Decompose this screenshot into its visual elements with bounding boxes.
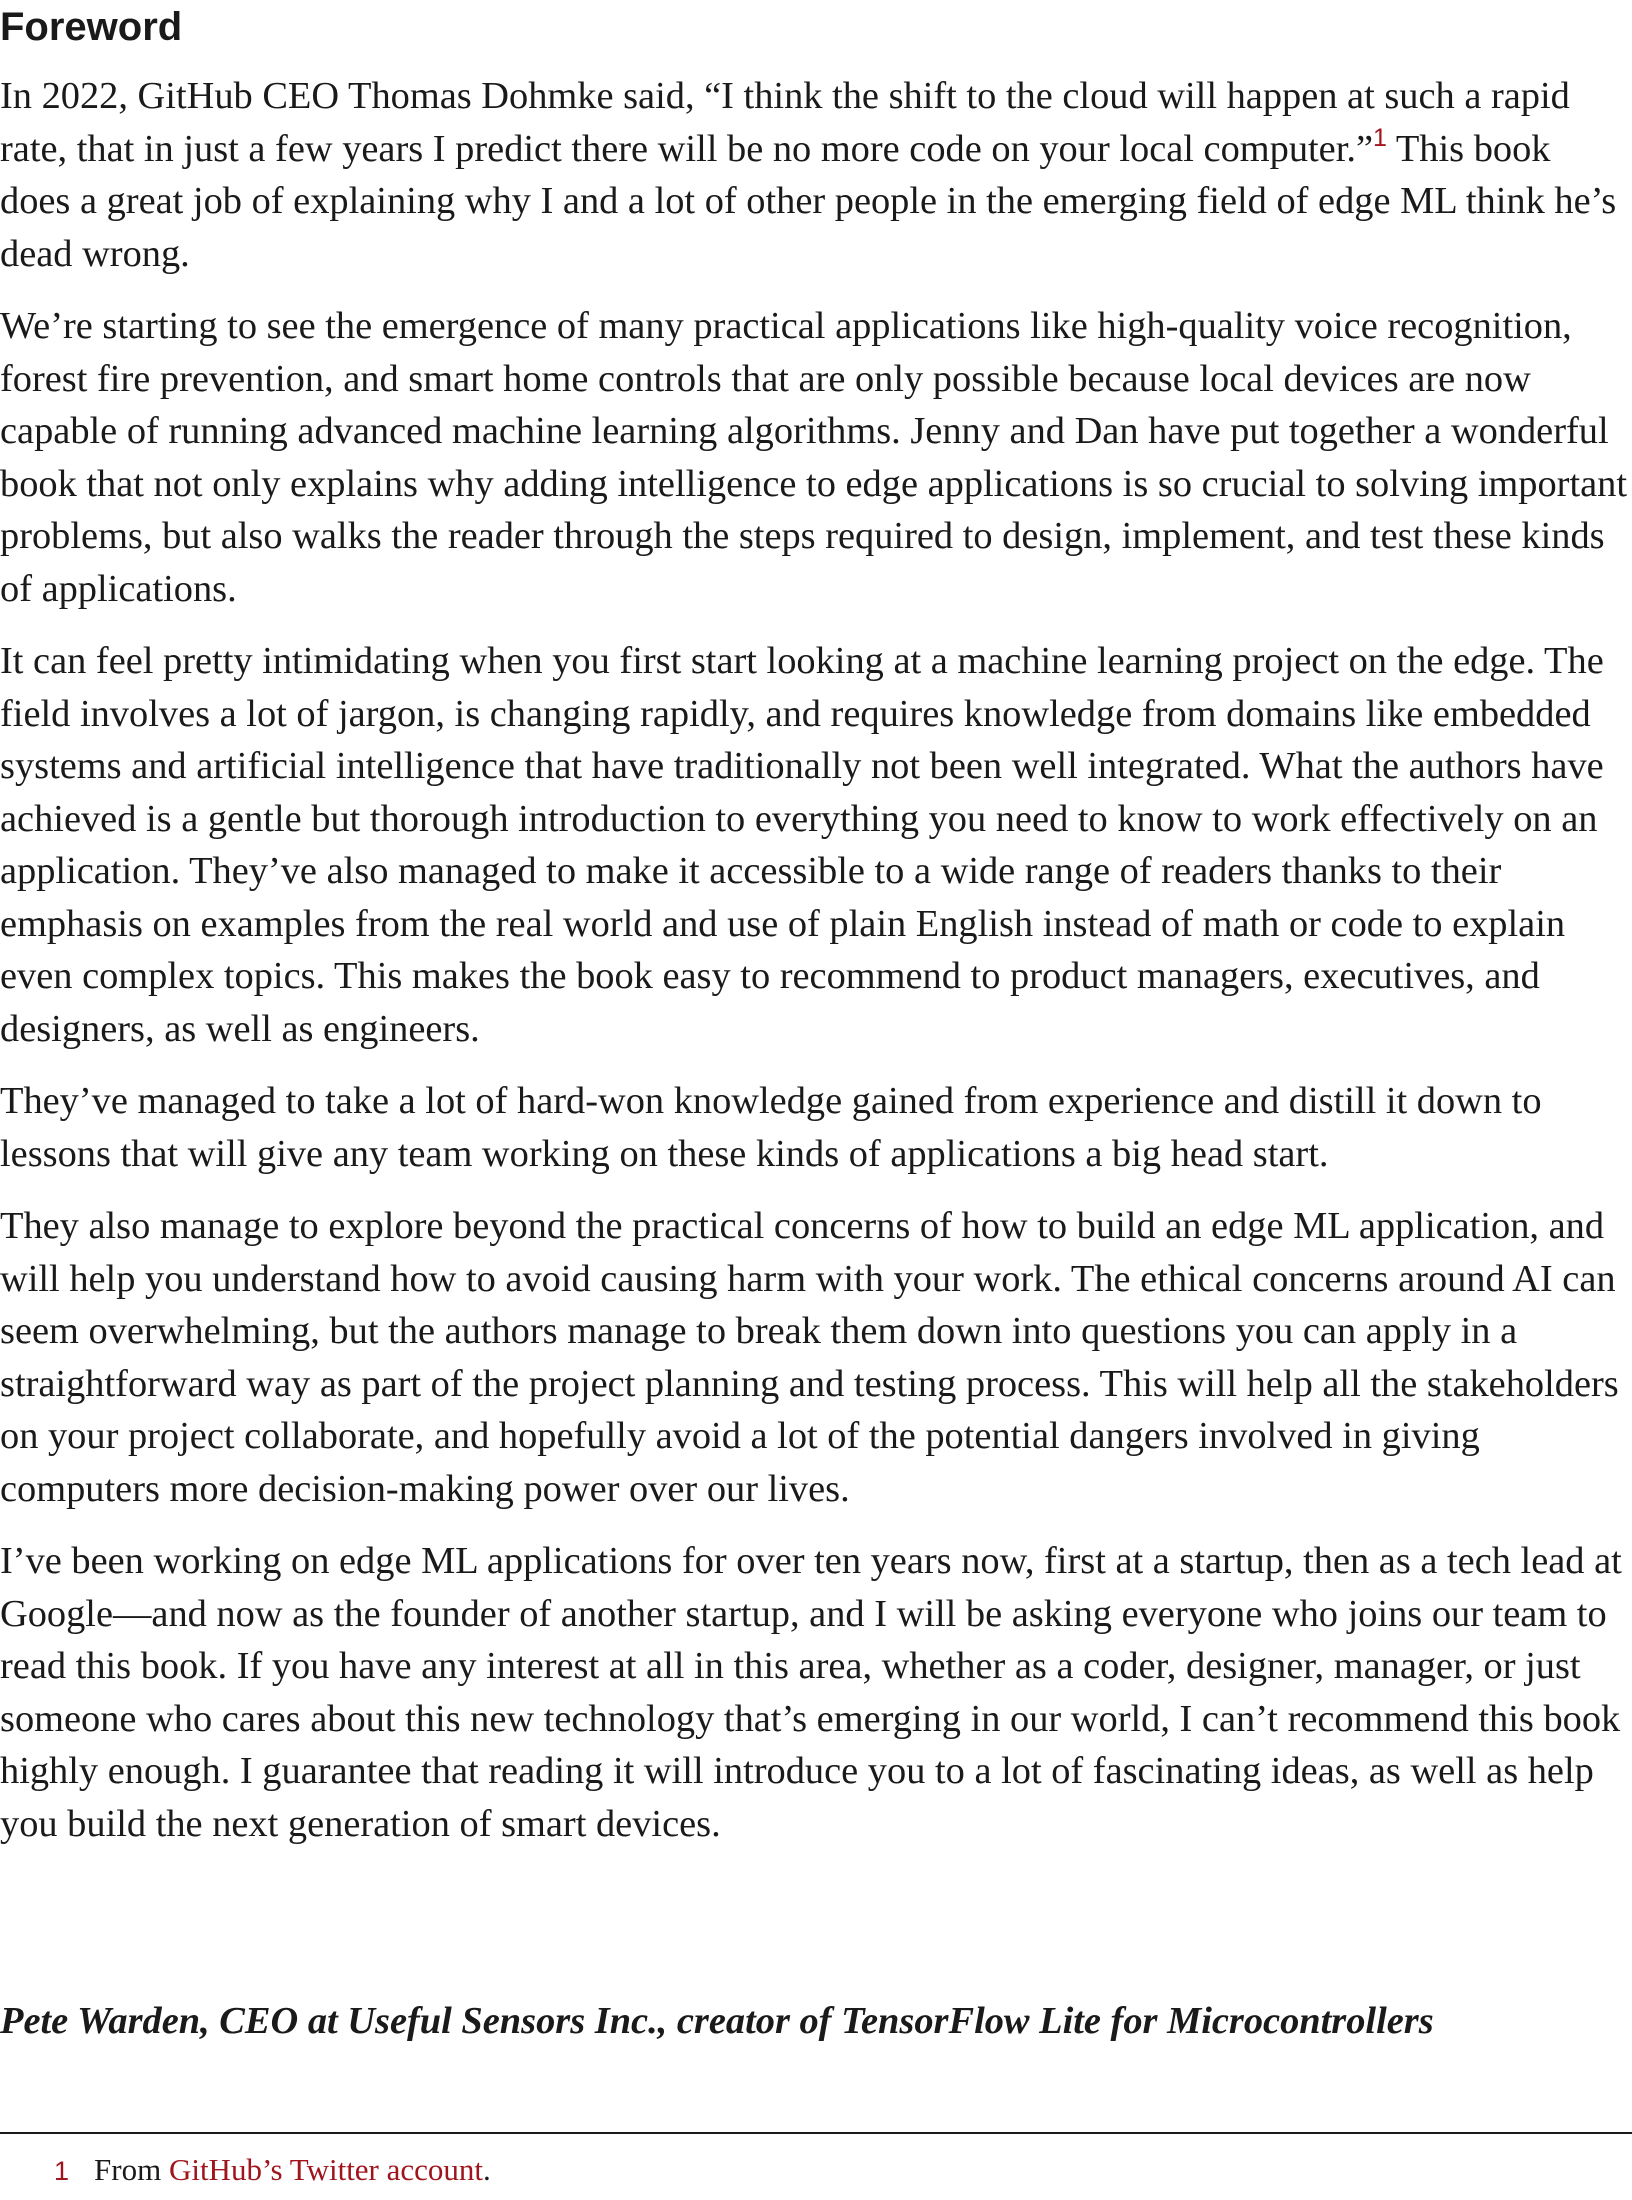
paragraph-1-text-continued: This book does a great job of explaining why I and a lot of other people in the emerging field of edge ML think he’s dead wrong. [0, 127, 1617, 275]
paragraph-1 [0, 70, 1628, 280]
page-title: Foreword [0, 5, 183, 49]
paragraph-5: They also manage to explore beyond the practical concerns of how to build an edge ML application, and will help you understand how to avoid causing harm with your work. The ethical concerns around AI can seem overwhelming, but the authors manage to break them down into questions you can apply in a straightforward way as part of the project planning and testing process. This will help all the stakeholders on your project collaborate, and hopefully avoid a lot of the potential dangers involved in giving computers more decision-making power over our lives. [0, 1205, 1619, 1510]
paragraph-3: It can feel pretty intimidating when you first start looking at a machine learning project on the edge. The field involves a lot of jargon, is changing rapidly, and requires knowledge from domains like embedded systems and artificial intelligence that have traditionally not been well integrated. What the authors have achieved is a gentle but thorough introduction to everything you need to know to work effectively on an application. They’ve also managed to make it accessible to a wide range of readers thanks to their emphasis on examples from the real world and use of plain English instead of math or code to explain even complex topics. This makes the book easy to recommend to product managers, executives, and designers, as well as engineers. [0, 640, 1604, 1050]
footnote [54, 2150, 491, 2191]
footnote-reference-link[interactable]: 1 [1373, 123, 1387, 152]
footnote-prefix: From [94, 2152, 169, 2187]
foreword-signature: Pete Warden, CEO at Useful Sensors Inc., creator of TensorFlow Lite for Microcontrollers [0, 2000, 1434, 2042]
footnote-divider [0, 2132, 1632, 2134]
paragraph-2: We’re starting to see the emergence of many practical applications like high-quality voice recognition, forest fire prevention, and smart home controls that are only possible because local devices are now capable of running advanced machine learning algorithms. Jenny and Dan have put together a wonderful book that not only explains why adding intelligence to edge applications is so crucial to solving important problems, but also walks the reader through the steps required to design, implement, and test these kinds of applications. [0, 305, 1628, 610]
footnote-suffix: . [483, 2152, 491, 2187]
footnote-number[interactable]: 1 [54, 2156, 70, 2186]
paragraph-1-text: In 2022, GitHub CEO Thomas Dohmke said, “I think the shift to the cloud will happen at such a rapid rate, that in just a few years I predict there will be no more code on your local computer.” [0, 75, 1570, 170]
body-text [0, 70, 1628, 1870]
paragraph-6: I’ve been working on edge ML applications for over ten years now, first at a startup, then as a tech lead at Google—and now as the founder of another startup, and I will be asking everyone who joins our team to read this book. If you have any interest at all in this area, whether as a coder, designer, manager, or just someone who cares about this new technology that’s emerging in our world, I can’t recommend this book highly enough. I guarantee that reading it will introduce you to a lot of fascinating ideas, as well as help you build the next generation of smart devices. [0, 1540, 1622, 1845]
footnote-source-link[interactable]: GitHub’s Twitter account [168, 2152, 484, 2187]
paragraph-4: They’ve managed to take a lot of hard-won knowledge gained from experience and distill it down to lessons that will give any team working on these kinds of applications a big head start. [0, 1080, 1542, 1175]
